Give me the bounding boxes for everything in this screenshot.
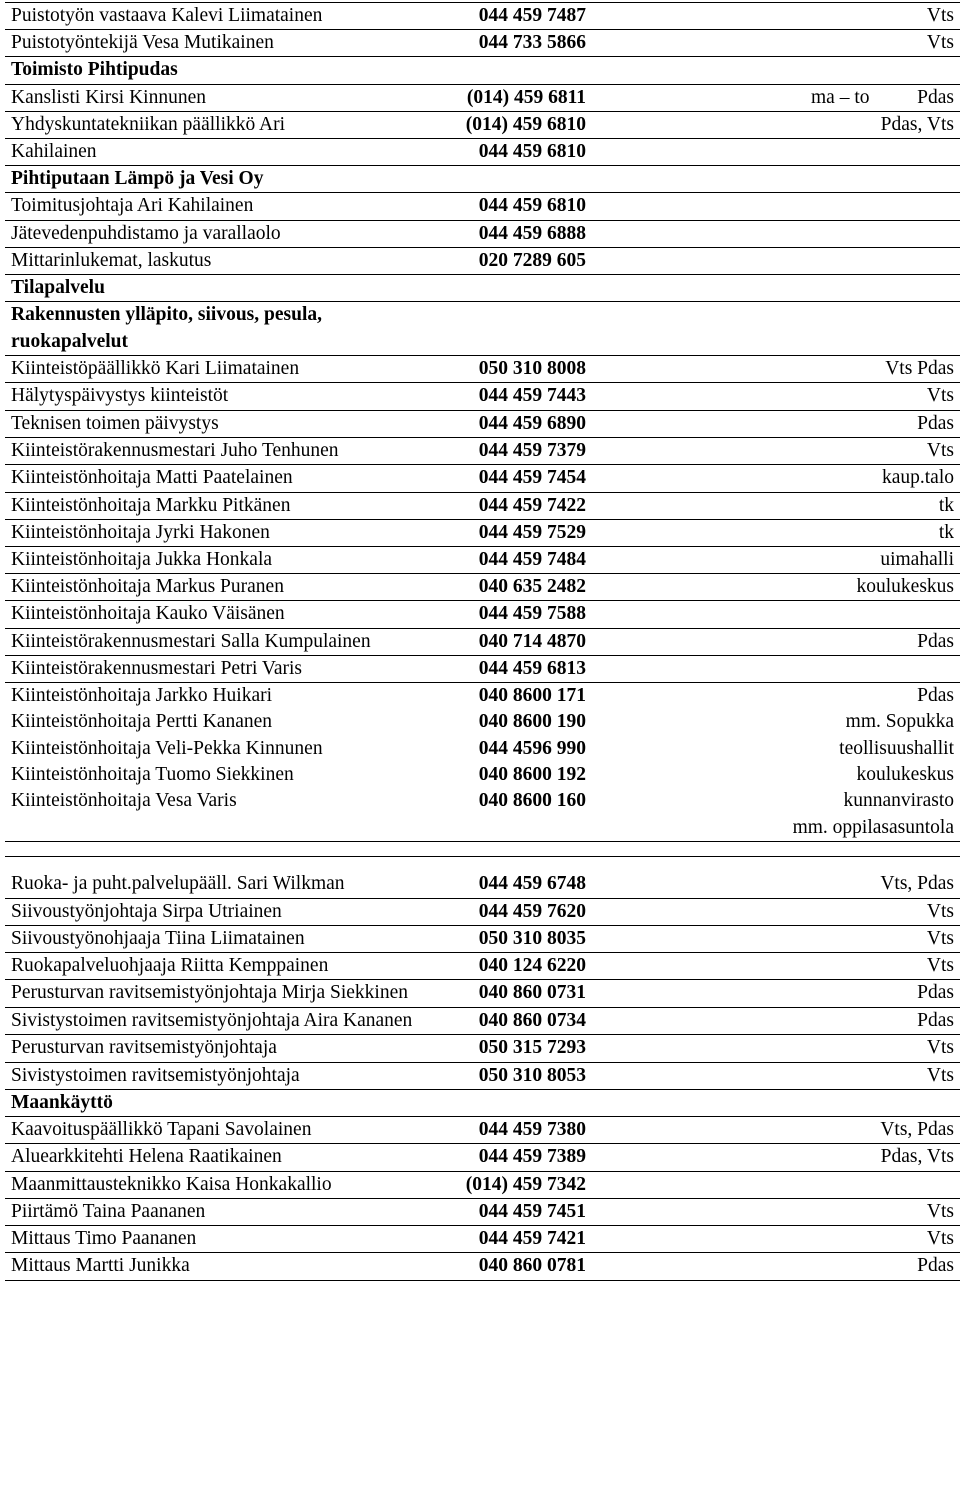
contact-phone: 044 459 6748	[445, 871, 590, 898]
contact-location: Vts Pdas	[590, 356, 960, 383]
contact-phone: 044 459 7620	[445, 898, 590, 925]
contact-location: Vts	[590, 925, 960, 952]
contact-name: Kiinteistönhoitaja Vesa Varis	[5, 788, 445, 842]
contact-row	[5, 139, 960, 166]
office-hours: ma – to	[811, 86, 870, 108]
contact-row	[5, 1144, 960, 1171]
contact-location	[590, 247, 960, 274]
empty-cell	[445, 166, 590, 193]
contact-row	[5, 1226, 960, 1253]
contact-row	[5, 736, 960, 762]
location-label: Pdas	[917, 86, 954, 108]
contact-table	[5, 2, 960, 1281]
contact-location: Vts	[590, 30, 960, 57]
section-title: Maankäyttö	[5, 1089, 445, 1116]
contact-row	[5, 628, 960, 656]
contact-location	[590, 601, 960, 628]
contact-phone: 044 459 7529	[445, 519, 590, 546]
contact-phone: 020 7289 605	[445, 247, 590, 274]
contact-phone: 040 860 0734	[445, 1007, 590, 1035]
contact-location: Vts, Pdas	[590, 1117, 960, 1144]
empty-cell	[590, 302, 960, 356]
contact-name: Kiinteistönhoitaja Jyrki Hakonen	[5, 519, 445, 546]
contact-phone: 044 4596 990	[478, 737, 586, 759]
contact-location: Vts	[590, 1062, 960, 1089]
section-header-row	[5, 275, 960, 302]
contact-phone: 040 635 2482	[445, 574, 590, 601]
contact-name: Puistotyön vastaava Kalevi Liimatainen	[5, 3, 445, 30]
contact-row	[5, 952, 960, 980]
empty-cell	[445, 57, 590, 84]
contact-name: Mittaus Martti Junikka	[5, 1253, 445, 1280]
contact-row	[5, 1117, 960, 1144]
contact-row	[5, 574, 960, 601]
contact-location: Pdas	[590, 1007, 960, 1035]
contact-row	[5, 3, 960, 30]
section-header-row	[5, 166, 960, 193]
contact-phone: 044 459 6810	[445, 193, 590, 220]
contact-name: Maanmittausteknikko Kaisa Honkakallio	[5, 1171, 445, 1199]
contact-location: Vts, Pdas	[590, 871, 960, 898]
contact-location: Pdas	[590, 1253, 960, 1280]
contact-name: Teknisen toimen päivystys	[5, 410, 445, 437]
contact-location: Vts	[590, 1199, 960, 1226]
contact-phone: 044 459 7484	[445, 546, 590, 573]
contact-name: Kiinteistöpäällikkö Kari Liimatainen	[5, 356, 445, 383]
contact-row	[5, 709, 960, 735]
contact-name: Aluearkkitehti Helena Raatikainen	[5, 1144, 445, 1171]
contact-location	[590, 1171, 960, 1199]
contact-phone: 044 459 6810	[445, 139, 590, 166]
contact-row	[5, 30, 960, 57]
contact-row	[5, 84, 960, 111]
contact-row	[5, 247, 960, 274]
contact-location: mm. Sopukka	[845, 711, 954, 733]
contact-table-body	[5, 3, 960, 1281]
contact-name: Yhdyskuntatekniikan päällikkö Ari	[5, 111, 445, 138]
contact-row	[5, 1062, 960, 1089]
contact-name: Ruokapalveluohjaaja Riitta Kemppainen	[5, 952, 445, 980]
section-header-row	[5, 57, 960, 84]
contact-row	[5, 546, 960, 573]
empty-cell	[445, 302, 590, 356]
contact-location: Vts	[590, 952, 960, 980]
contact-name: Kaavoituspäällikkö Tapani Savolainen	[5, 1117, 445, 1144]
contact-name: Piirtämö Taina Paananen	[5, 1199, 445, 1226]
contact-name: Ruoka- ja puht.palvelupääll. Sari Wilkman	[5, 871, 445, 898]
contact-name: Kanslisti Kirsi Kinnunen	[5, 84, 445, 111]
contact-name: Perusturvan ravitsemistyönjohtaja Mirja Siekkinen	[5, 980, 445, 1008]
contact-phone: 040 124 6220	[445, 952, 590, 980]
contact-row	[5, 1253, 960, 1280]
contact-location: Pdas, Vts	[590, 111, 960, 138]
contact-location: Pdas	[917, 685, 954, 707]
contact-phone: 044 459 7454	[445, 465, 590, 492]
contact-name: Kiinteistönhoitaja Jukka Honkala	[5, 546, 445, 573]
contact-location: Pdas	[590, 410, 960, 437]
contact-name: Kahilainen	[5, 139, 445, 166]
contact-phone: 040 8600 171	[478, 685, 586, 707]
contact-phone: 040 8600 190	[478, 711, 586, 733]
contact-location: Pdas, Vts	[590, 1144, 960, 1171]
section-spacer	[5, 857, 960, 872]
contact-row	[5, 220, 960, 247]
empty-cell	[445, 1089, 590, 1116]
contact-phone: 040 8600 192	[478, 763, 586, 785]
contact-phone: 044 459 6813	[445, 656, 590, 683]
contact-location: uimahalli	[590, 546, 960, 573]
contact-phone: (014) 459 6811	[445, 84, 590, 111]
contact-phone: 044 459 7451	[445, 1199, 590, 1226]
contact-phone: 050 310 8035	[445, 925, 590, 952]
contact-name: Kiinteistönhoitaja Markku Pitkänen	[5, 492, 445, 519]
contact-name: Kiinteistönhoitaja Pertti Kananen	[11, 711, 273, 733]
section-title: Rakennusten ylläpito, siivous, pesula, ruokapalvelut	[5, 302, 445, 356]
contact-name: Hälytyspäivystys kiinteistöt	[5, 383, 445, 410]
contact-phone: (014) 459 6810	[445, 111, 590, 138]
contact-row	[5, 980, 960, 1008]
contact-row	[5, 788, 960, 842]
contact-phone: 044 459 6888	[445, 220, 590, 247]
empty-cell	[590, 166, 960, 193]
contact-row	[5, 1035, 960, 1062]
contact-location	[590, 656, 960, 683]
contact-row	[5, 601, 960, 628]
location-split	[596, 85, 954, 111]
contact-phone: 044 459 7588	[445, 601, 590, 628]
contact-location: Vts	[590, 898, 960, 925]
section-title: Toimisto Pihtipudas	[5, 57, 445, 84]
contact-location: Vts	[590, 437, 960, 465]
contact-name: Mittarinlukemat, laskutus	[5, 247, 445, 274]
contact-phone: 040 8600 160	[445, 788, 590, 842]
contact-name: Kiinteistönhoitaja Markus Puranen	[5, 574, 445, 601]
contact-name: Kiinteistönhoitaja Veli-Pekka Kinnunen	[11, 737, 323, 759]
empty-cell	[590, 57, 960, 84]
contact-location: Vts	[590, 383, 960, 410]
contact-row	[5, 111, 960, 138]
contact-phone: 044 459 7443	[445, 383, 590, 410]
contact-name: Kiinteistörakennusmestari Salla Kumpulainen	[5, 628, 445, 656]
contact-name: Kiinteistönhoitaja Tuomo Siekkinen	[11, 763, 294, 785]
contact-row	[5, 410, 960, 437]
contact-name: Siivoustyönohjaaja Tiina Liimatainen	[5, 925, 445, 952]
contact-location: koulukeskus	[590, 574, 960, 601]
contact-location: kaup.talo	[590, 465, 960, 492]
contact-name: Puistotyöntekijä Vesa Mutikainen	[5, 30, 445, 57]
spacer-cell	[5, 857, 960, 872]
contact-phone: 040 860 0731	[445, 980, 590, 1008]
contact-row	[5, 193, 960, 220]
contact-phone: 044 459 7421	[445, 1226, 590, 1253]
section-title: Pihtiputaan Lämpö ja Vesi Oy	[5, 166, 445, 193]
contact-name: Mittaus Timo Paananen	[5, 1226, 445, 1253]
contact-name: Sivistystoimen ravitsemistyönjohtaja Aira Kananen	[5, 1007, 445, 1035]
contact-row	[5, 437, 960, 465]
section-spacer	[5, 842, 960, 857]
contact-phone: 044 459 7389	[445, 1144, 590, 1171]
contact-location: Pdas	[590, 628, 960, 656]
contact-row	[5, 871, 960, 898]
contact-name: Toimitusjohtaja Ari Kahilainen	[5, 193, 445, 220]
contact-phone: (014) 459 7342	[445, 1171, 590, 1199]
spacer-cell	[5, 842, 960, 857]
contact-row	[5, 898, 960, 925]
contact-location: Vts	[590, 1226, 960, 1253]
contact-phone: 044 459 6890	[445, 410, 590, 437]
contact-location: tk	[590, 492, 960, 519]
contact-phone: 044 459 7422	[445, 492, 590, 519]
contact-name: Siivoustyönjohtaja Sirpa Utriainen	[5, 898, 445, 925]
contact-location: koulukeskus	[856, 763, 954, 785]
empty-cell	[590, 275, 960, 302]
contact-location: Vts	[590, 3, 960, 30]
contact-row	[5, 762, 960, 788]
section-title: Tilapalvelu	[5, 275, 445, 302]
contact-name: Perusturvan ravitsemistyönjohtaja	[5, 1035, 445, 1062]
contact-phone: 044 459 7380	[445, 1117, 590, 1144]
contact-row	[5, 1199, 960, 1226]
contact-location: teollisuushallit	[839, 737, 954, 759]
contact-row	[5, 925, 960, 952]
contact-row	[5, 519, 960, 546]
section-header-row	[5, 1089, 960, 1116]
contact-location: kunnanvirasto mm. oppilasasuntola	[590, 788, 960, 842]
contact-row	[5, 656, 960, 683]
contact-row	[5, 383, 960, 410]
contact-name: Sivistystoimen ravitsemistyönjohtaja	[5, 1062, 445, 1089]
contact-phone: 050 315 7293	[445, 1035, 590, 1062]
contact-name: Kiinteistönhoitaja Jarkko Huikari	[11, 685, 273, 707]
contact-row	[5, 465, 960, 492]
contact-phone: 040 714 4870	[445, 628, 590, 656]
contact-phone: 050 310 8053	[445, 1062, 590, 1089]
contact-directory-page	[5, 2, 960, 1281]
empty-cell	[590, 1089, 960, 1116]
empty-cell	[445, 275, 590, 302]
contact-name: Jätevedenpuhdistamo ja varallaolo	[5, 220, 445, 247]
contact-location	[590, 84, 960, 111]
contact-name: Kiinteistörakennusmestari Petri Varis	[5, 656, 445, 683]
contact-row	[5, 1007, 960, 1035]
contact-location: Vts	[590, 1035, 960, 1062]
contact-location	[590, 139, 960, 166]
contact-name: Kiinteistörakennusmestari Juho Tenhunen	[5, 437, 445, 465]
contact-name: Kiinteistönhoitaja Matti Paatelainen	[5, 465, 445, 492]
contact-row	[5, 683, 960, 710]
contact-location: tk	[590, 519, 960, 546]
contact-phone: 040 860 0781	[445, 1253, 590, 1280]
contact-location: Pdas	[590, 980, 960, 1008]
contact-row	[5, 1171, 960, 1199]
section-header-row	[5, 302, 960, 356]
contact-phone: 044 459 7379	[445, 437, 590, 465]
contact-phone: 044 733 5866	[445, 30, 590, 57]
contact-phone: 050 310 8008	[445, 356, 590, 383]
contact-location	[590, 193, 960, 220]
contact-location	[590, 220, 960, 247]
contact-row	[5, 492, 960, 519]
contact-row	[5, 356, 960, 383]
contact-name: Kiinteistönhoitaja Kauko Väisänen	[5, 601, 445, 628]
contact-phone: 044 459 7487	[445, 3, 590, 30]
